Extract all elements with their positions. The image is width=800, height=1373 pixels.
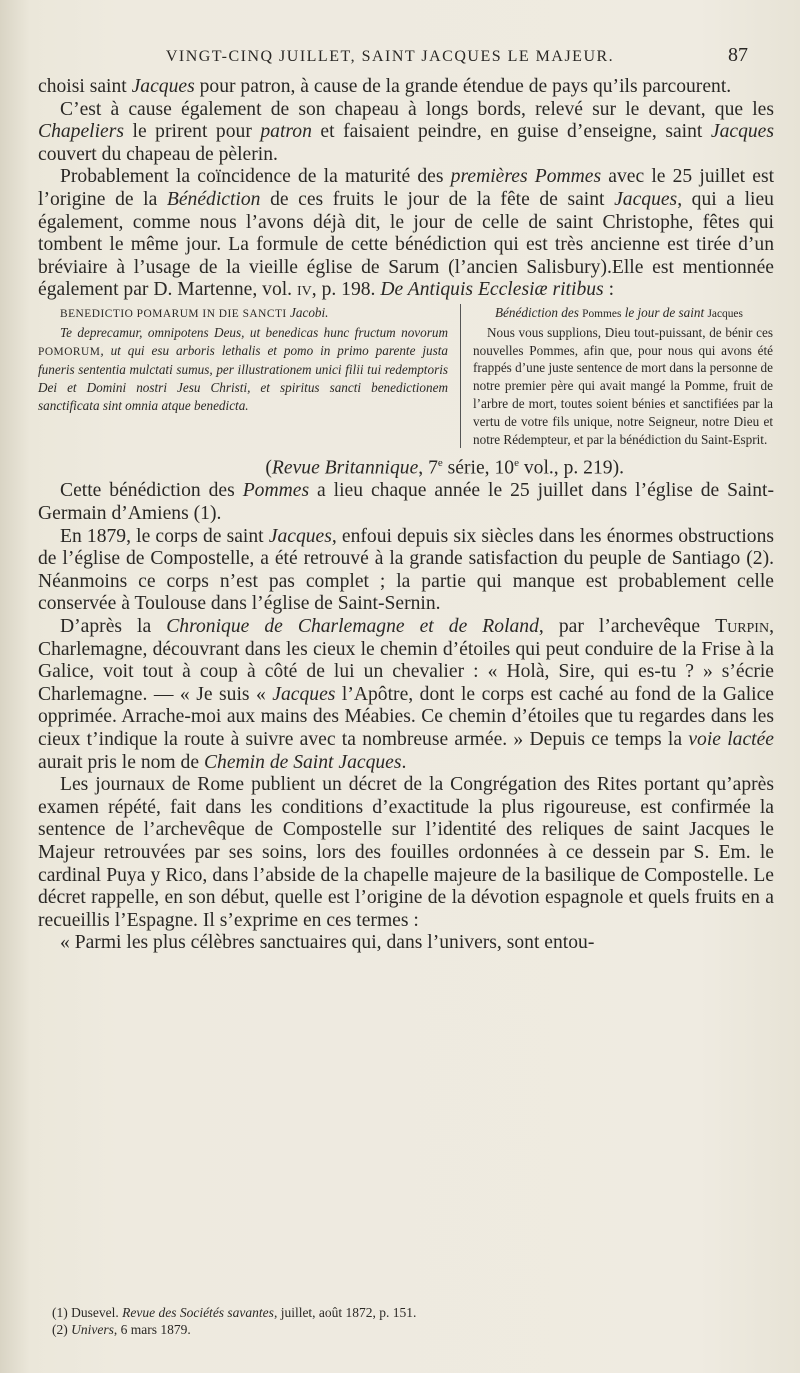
footnote-2: (2) Univers, 6 mars 1879. [52,1322,191,1337]
running-header: VINGT-CINQ JUILLET, SAINT JACQUES LE MAJEUR. [165,48,615,65]
paragraph-4: Cette bénédiction des Pommes a lieu chaque année le 25 juillet dans l’église de Saint-Germain d’Amiens (1). [38,480,774,525]
latin-column: BENEDICTIO POMARUM IN DIE SANCTI Jacobi. Te deprecamur, omnipotens Deus, ut benedicas hunc fructum novorum POMORUM, ut qui esu arboris lethalis et pomo in primo parente justa funeris sententia mulctati sumus, per illustrationem unici filii tui redemptoris Dei et Domini nostri Jesu Christi, et spiritus sancti benedictionem sanctificata sint omnia atque benedicta. [38,304,461,448]
paragraph-7: Les journaux de Rome publient un décret de la Congrégation des Rites portant qu’après examen répété, fait dans les conditions d’exactitude la plus rigoureuse, est confirmée la sentence de l’archevêque de Compostelle sur l’identité des reliques de saint Jacques le Majeur retrouvées par ses soins, lors des fouilles ordonnées à ce dessein par S. Em. le cardinal Puya y Rico, dans l’abside de la chapelle majeure de la basilique de Compostelle. Le décret rappelle, en son début, quelle est l’origine de la dévotion espagnole et quels fruits en a recueillis l’Espagne. Il s’exprime en ces termes : [38,774,774,931]
paragraph-2: C’est à cause également de son chapeau à longs bords, relevé sur le devant, que les Chapeliers le prirent pour patron et faisaient peindre, en guise d’enseigne, saint Jacques couvert du chapeau de pèlerin. [38,98,774,165]
paragraph-6: D’après la Chronique de Charlemagne et de Roland, par l’archevêque Turpin, Charlemagne, découvrant dans les cieux le chemin d’étoiles qui peut conduire de la Frise à la Galice, voit tout à coup à côté de lui un chevalier : « Holà, Sire, qui es-tu ? » s’écrie Charlemagne. — « Je suis « Jacques l’Apôtre, dont le corps est caché au fond de la Galice opprimée. Arrache-moi aux mains des Méabies. Ce chemin d’étoiles que tu regardes dans les cieux t’indique la route à suivre avec ta nombreuse armée. » Depuis ce temps la voie lactée aurait pris le nom de Chemin de Saint Jacques. [38,616,775,773]
two-column-blessing [38,304,774,448]
paragraph-1: choisi saint Jacques pour patron, à cause de la grande étendue de pays qu’ils parcourent. [38,76,732,97]
footnote-1: (1) Dusevel. Revue des Sociétés savantes, juillet, août 1872, p. 151. [52,1305,417,1320]
french-column: Bénédiction des Pommes le jour de saint Jacques Nous vous supplions, Dieu tout-puissant, de bénir ces nouvelles Pommes, afin que, pour nous qui avons été frappés d’une juste sentence de mort dans la personne de notre premier père qui avait mangé la Pomme, fruit de l’arbre de mort, toutes soient bénies et sanctifiées par la vertu de votre fils unique, notre Seigneur, notre Dieu et notre Rédempteur, et par la bénédiction du Saint-Esprit. [473,304,773,447]
page-number: 87 [728,44,748,66]
main-text [38,76,774,955]
paragraph-5: En 1879, le corps de saint Jacques, enfoui depuis six siècles dans les énormes obstructions de l’église de Compostelle, a été retrouvé à la grande satisfaction du peuple de Santiago (2). Néanmoins ce corps n’est pas complet ; la partie qui manque est probablement celle conservée à Toulouse dans l’église de Saint-Sernin. [38,525,774,615]
paragraph-3: Probablement la coïncidence de la maturité des premières Pommes avec le 25 juillet est l’origine de la Bénédiction de ces fruits le jour de la fête de saint Jacques, qui a lieu également, comme nous l’avons déjà dit, le jour de celle de saint Christophe, fêtes qui tombent le même jour. La formule de cette bénédiction qui est très ancienne est tirée d’un bréviaire à l’usage de la vieille église de Sarum (l’ancien Salisbury).Elle est mentionnée également par D. Martenne, vol. iv, p. 198. De Antiquis Ecclesiæ ritibus : [38,166,775,301]
citation-reference: (Revue Britannique, 7e série, 10e vol., p. 219). [265,457,624,479]
footnotes [40,1304,760,1338]
paragraph-8: « Parmi les plus célèbres sanctuaires qui, dans l’univers, sont entou- [60,932,595,954]
